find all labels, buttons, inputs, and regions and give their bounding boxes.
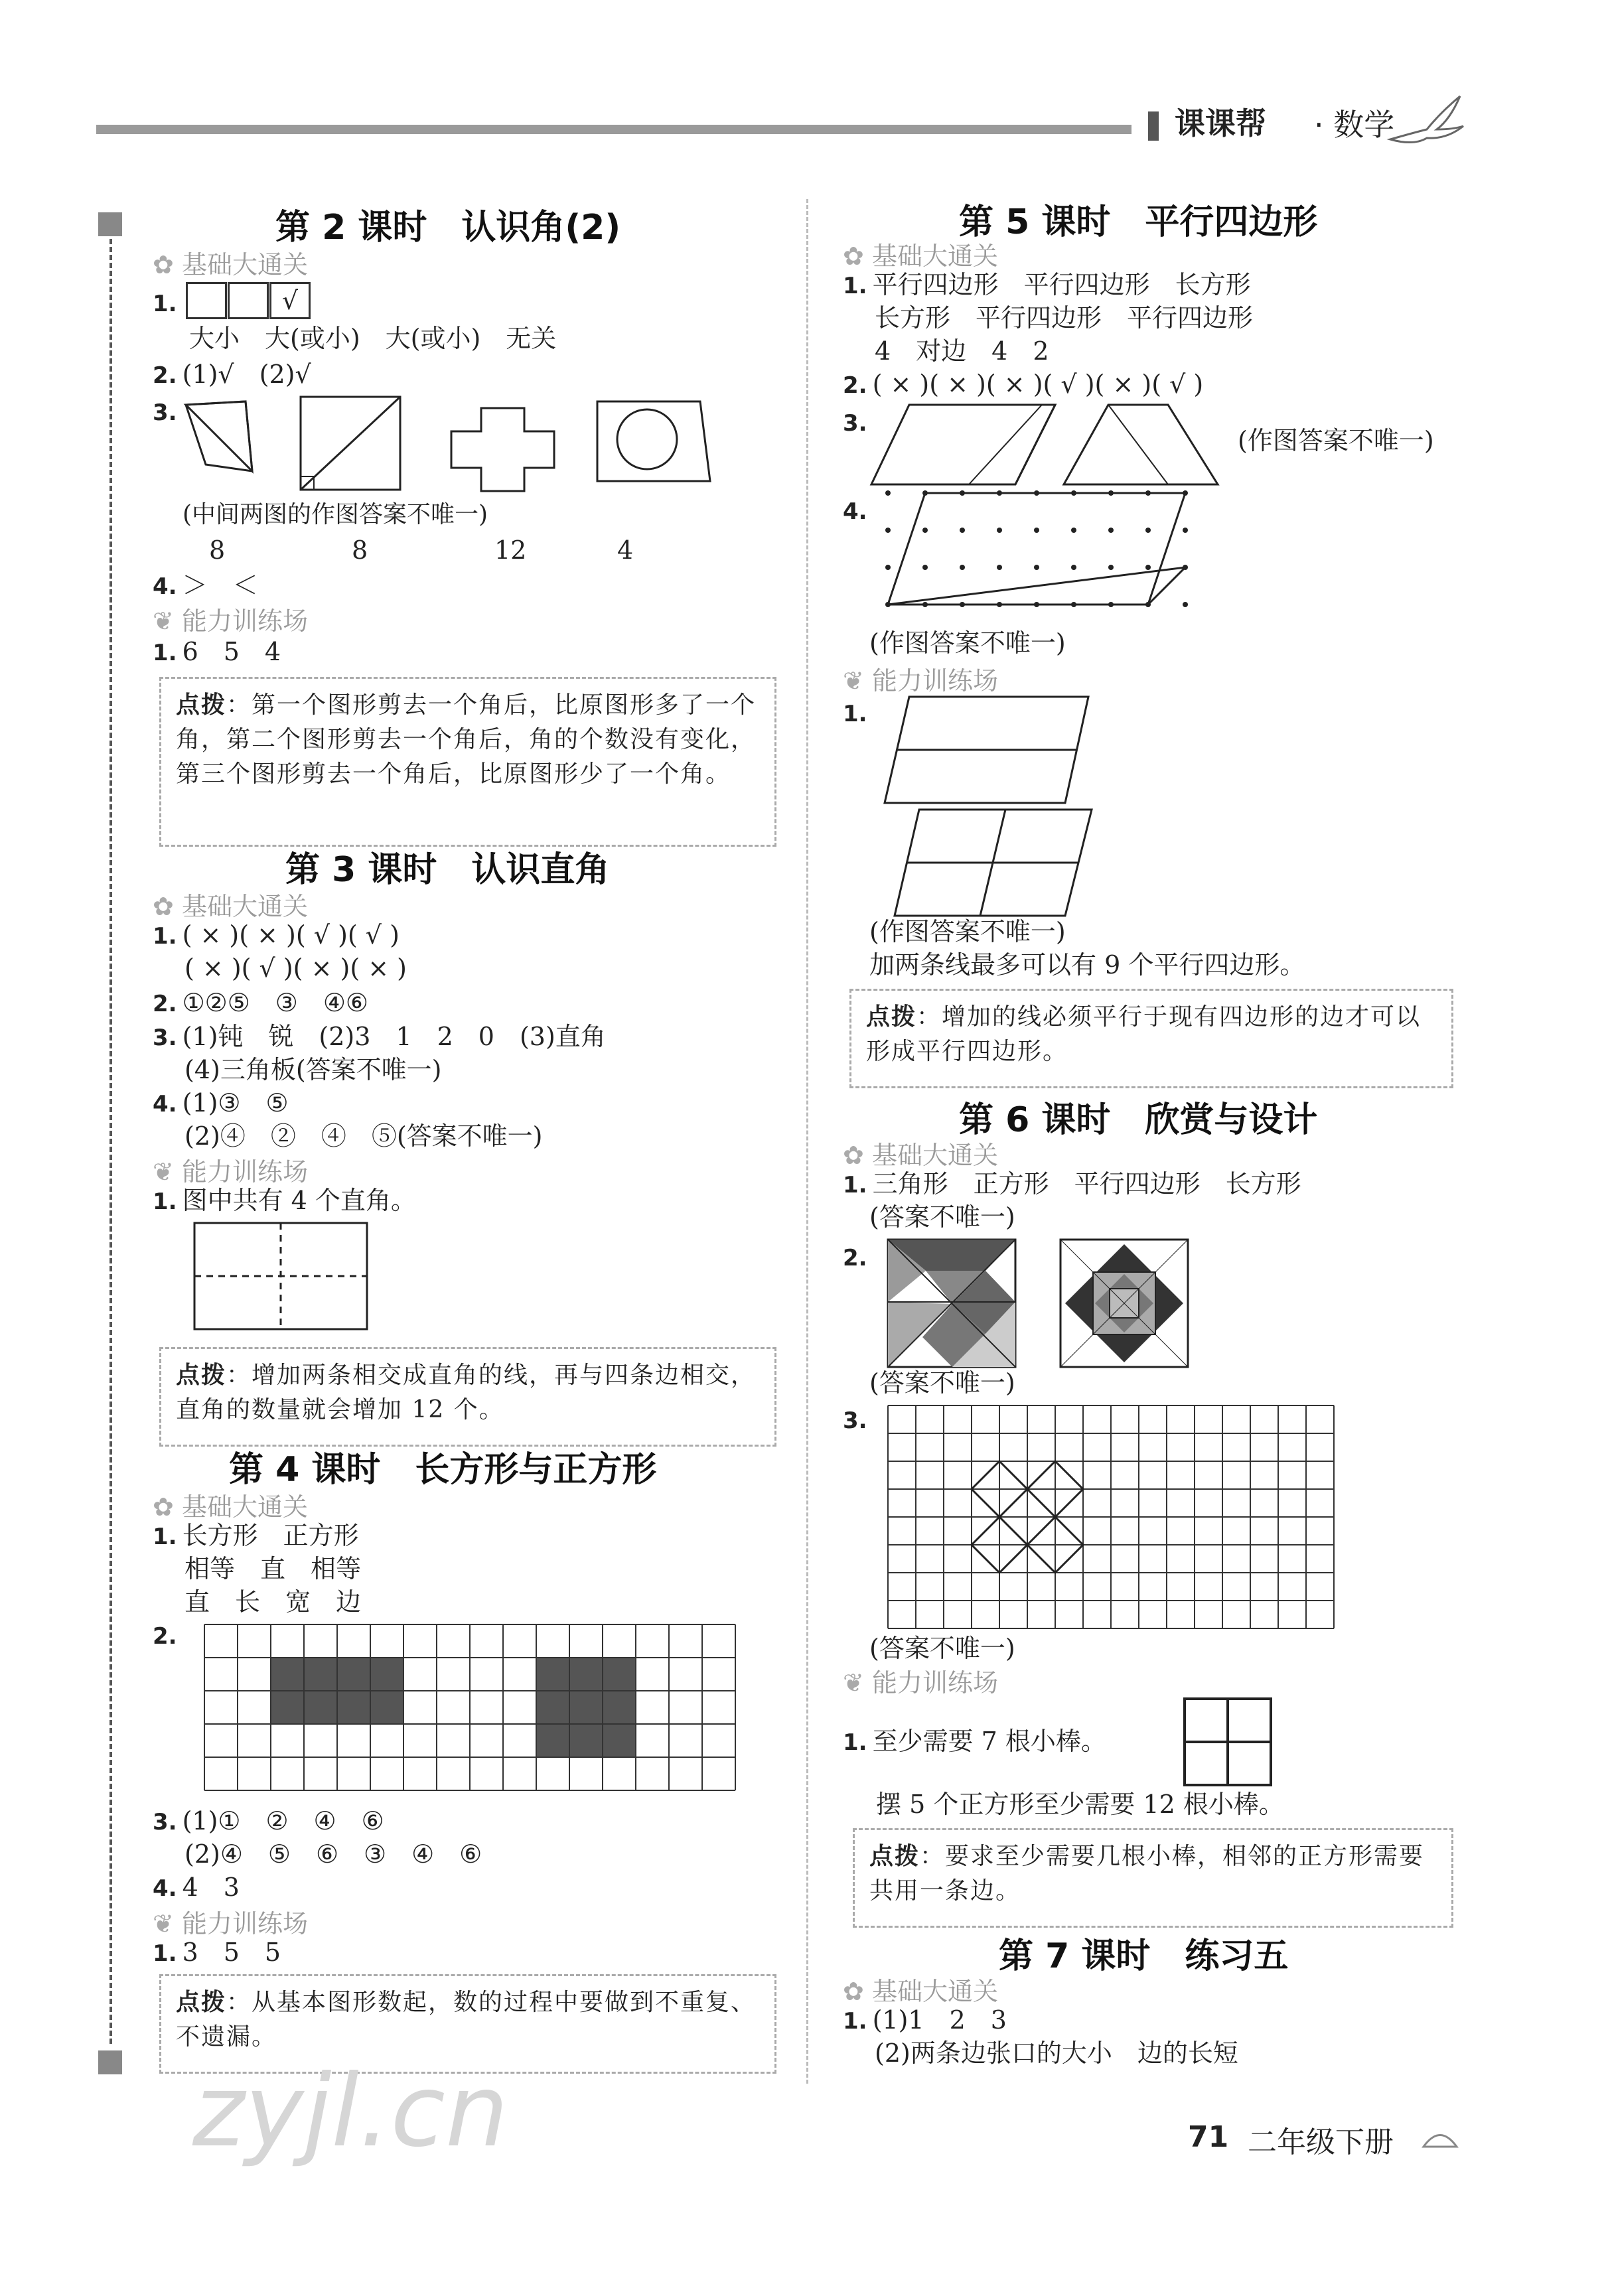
lesson-4-basic-heading: ✿ 基础大通关 [153, 1492, 309, 1522]
l3-q1b: ( × )( √ )( × )( × ) [184, 954, 407, 983]
grid-dot [1145, 528, 1151, 533]
l2-q1-box-2 [228, 282, 269, 319]
lesson-2-ability-heading: ❦ 能力训练场 [153, 607, 309, 636]
l3-q3a: 3. (1)钝 锐 (2)3 1 2 0 (3)直角 [153, 1022, 606, 1051]
margin-dashes [110, 239, 112, 2044]
l4-q1b: 相等 直 相等 [184, 1554, 362, 1583]
l6-tip: 点拨：要求至少需要几根小棒，相邻的正方形需要共用一条边。 [853, 1828, 1453, 1928]
lesson-6-title: 第 6 课时 欣赏与设计 [959, 1100, 1318, 1140]
flower-icon: ✿ [153, 250, 174, 279]
l5-q4-dot-grid [883, 488, 1228, 620]
l6-q3-number: 3. [843, 1407, 867, 1434]
l5-q4-note: (作图答案不唯一) [869, 628, 1066, 658]
bird-logo-icon [1387, 93, 1467, 153]
grid-dot [1183, 528, 1188, 533]
l4-q4: 4. 4 3 [153, 1873, 240, 1902]
l6-q1-note: (答案不唯一) [869, 1202, 1015, 1232]
column-divider [806, 199, 808, 2084]
lesson-2-title: 第 2 课时 认识角(2) [275, 208, 621, 248]
l5-q3-number: 3. [843, 410, 867, 437]
l5-q3-note: (作图答案不唯一) [1238, 426, 1434, 455]
flower-icon: ✿ [153, 892, 174, 921]
l5-q3-figure-1 [869, 401, 1062, 488]
header-rule [96, 125, 1132, 134]
l6-q3-note: (答案不唯一) [869, 1634, 1015, 1663]
l2-q3-answer-2: 8 [352, 536, 368, 565]
l2-q3-figure-3 [448, 405, 561, 498]
l3-a1-figure [192, 1221, 372, 1334]
drawn-parallelogram [888, 493, 1185, 605]
lesson-5-basic-heading: ✿ 基础大通关 [843, 242, 999, 271]
l6-a1a: 1. 至少需要 7 根小棒。 [843, 1727, 1106, 1756]
grid-dot [885, 528, 891, 533]
drawn-line [888, 567, 1185, 605]
lesson-4-ability-heading: ❦ 能力训练场 [153, 1909, 309, 1938]
l6-q1: 1. 三角形 正方形 平行四边形 长方形 [843, 1169, 1301, 1198]
l5-a1-line: 加两条线最多可以有 9 个平行四边形。 [869, 950, 1305, 979]
header-marker [1148, 111, 1159, 141]
l3-q3b: (4)三角板(答案不唯一) [184, 1055, 442, 1084]
l5-q1b: 长方形 平行四边形 平行四边形 [875, 303, 1254, 332]
grid-dot [1108, 565, 1114, 570]
l2-q1-number: 1. [153, 291, 177, 317]
grid-dot [997, 565, 1002, 570]
l2-tip: 点拨：第一个图形剪去一个角后，比原图形多了一个角，第二个图形剪去一个角后，角的个数没有变化，第三个图形剪去一个角后，比原图形少了一个角。 [159, 677, 776, 847]
l2-q3-note: (中间两图的作图答案不唯一) [183, 501, 488, 528]
margin-square-top [98, 212, 122, 236]
l5-q1a: 1. 平行四边形 平行四边形 长方形 [843, 270, 1251, 299]
l5-q4-number: 4. [843, 498, 867, 525]
l4-a1: 1. 3 5 5 [153, 1938, 281, 1967]
grid-dot [1145, 565, 1151, 570]
l6-a1-sticks-figure [1181, 1695, 1274, 1788]
lesson-3-ability-heading: ❦ 能力训练场 [153, 1157, 309, 1186]
l2-q3-answer-4: 4 [617, 536, 634, 565]
l3-q1a: 1. ( × )( × )( √ )( √ ) [153, 920, 400, 950]
l2-q1-line: 大小 大(或小) 大(或小) 无关 [189, 324, 557, 353]
l5-a1-figure-2 [893, 806, 1098, 919]
lesson-5-title: 第 5 课时 平行四边形 [959, 202, 1318, 242]
l5-tip: 点拨：增加的线必须平行于现有四边形的边才可以形成平行四边形。 [849, 989, 1453, 1088]
l5-a1-note: (作图答案不唯一) [869, 917, 1066, 946]
l6-q2-figure-1 [886, 1238, 1019, 1370]
flower-icon: ✿ [843, 1977, 864, 2006]
l2-q3-number: 3. [153, 399, 177, 426]
grid-dot [960, 565, 965, 570]
margin-square-bottom [98, 2050, 122, 2074]
l6-q2-figure-2 [1058, 1238, 1191, 1370]
l2-q4: 4. ＞ ＜ [153, 571, 258, 600]
shaded-square [536, 1658, 636, 1757]
l2-q3-figure-1 [179, 398, 259, 478]
l6-q3-grid [886, 1403, 1344, 1636]
lesson-7-title: 第 7 课时 练习五 [999, 1936, 1289, 1976]
l4-q3a: 3. (1)① ② ④ ⑥ [153, 1806, 384, 1835]
shell-footer-icon [1420, 2120, 1460, 2153]
l5-q1c: 4 对边 4 2 [875, 336, 1049, 366]
grid-dot [1108, 528, 1114, 533]
l2-q1-box-1 [186, 282, 227, 319]
lesson-2-basic-heading: ✿ 基础大通关 [153, 250, 309, 279]
header-subject: · 数学 [1314, 107, 1395, 143]
l7-q1a: 1. (1)1 2 3 [843, 2005, 1007, 2035]
lesson-3-basic-heading: ✿ 基础大通关 [153, 892, 309, 921]
shell-icon: ❦ [843, 666, 864, 695]
grid-dot [885, 565, 891, 570]
grid-dot [1071, 565, 1076, 570]
grid-dot [1034, 565, 1039, 570]
header-title: 课课帮 [1175, 106, 1266, 141]
flower-icon: ✿ [153, 1492, 174, 1522]
l3-q4b: (2)④ ② ④ ⑤(答案不唯一) [184, 1121, 543, 1151]
grid-dot [1183, 602, 1188, 607]
l4-q1a: 1. 长方形 正方形 [153, 1521, 359, 1550]
l3-q2: 2. ①②⑤ ③ ④⑥ [153, 988, 368, 1017]
flower-icon: ✿ [843, 1141, 864, 1170]
l6-q2-note: (答案不唯一) [869, 1368, 1015, 1398]
l2-a1: 1. 6 5 4 [153, 637, 281, 666]
l3-q4a: 4. (1)③ ⑤ [153, 1088, 289, 1117]
lesson-3-title: 第 3 课时 认识直角 [285, 850, 610, 890]
l4-q1c: 直 长 宽 边 [184, 1587, 362, 1616]
grid-dot [997, 528, 1002, 533]
shell-icon: ❦ [153, 1909, 174, 1938]
page-number: 71 [1188, 2120, 1229, 2154]
l2-q2: 2. (1)√ (2)√ [153, 360, 311, 389]
watermark: zyjl.cn [192, 2054, 509, 2169]
l7-q1b: (2)两条边张口的大小 边的长短 [875, 2039, 1238, 2068]
l4-q3b: (2)④ ⑤ ⑥ ③ ④ ⑥ [184, 1839, 482, 1869]
l2-q3-figure-2 [299, 395, 405, 494]
l2-q3-answer-3: 12 [494, 536, 527, 565]
grid-dot [885, 490, 891, 496]
l5-a1-number: 1. [843, 701, 867, 727]
l4-q2-number: 2. [153, 1623, 177, 1650]
l6-a1b: 摆 5 个正方形至少需要 12 根小棒。 [876, 1790, 1284, 1819]
l4-tip: 点拨：从基本图形数起，数的过程中要做到不重复、不遗漏。 [159, 1974, 776, 2074]
l5-q2: 2. ( × )( × )( × )( √ )( × )( √ ) [843, 370, 1204, 399]
l2-q1-box-3: √ [269, 282, 311, 319]
l2-q3-answer-1: 8 [209, 536, 226, 565]
grid-dot [1071, 528, 1076, 533]
l3-tip: 点拨：增加两条相交成直角的线，再与四条边相交，直角的数量就会增加 12 个。 [159, 1347, 776, 1447]
l5-q3-figure-2 [1062, 401, 1221, 488]
shell-icon: ❦ [843, 1668, 864, 1697]
l5-a1-figure-1 [883, 693, 1095, 806]
lesson-5-ability-heading: ❦ 能力训练场 [843, 666, 999, 695]
shell-icon: ❦ [153, 1157, 174, 1186]
l6-q2-number: 2. [843, 1245, 867, 1271]
l2-q3-figure-4 [594, 398, 713, 484]
grid-dot [960, 528, 965, 533]
flower-icon: ✿ [843, 242, 864, 271]
lesson-7-basic-heading: ✿ 基础大通关 [843, 1977, 999, 2006]
lesson-4-title: 第 4 课时 长方形与正方形 [229, 1450, 657, 1490]
grid-dot [922, 528, 928, 533]
l3-a1: 1. 图中共有 4 个直角。 [153, 1186, 416, 1215]
lesson-6-basic-heading: ✿ 基础大通关 [843, 1141, 999, 1170]
grade-label: 二年级下册 [1248, 2125, 1394, 2159]
grid-dot [922, 565, 928, 570]
shell-icon: ❦ [153, 607, 174, 636]
lesson-6-ability-heading: ❦ 能力训练场 [843, 1668, 999, 1697]
l4-q2-grid [202, 1622, 747, 1795]
grid-dot [1034, 528, 1039, 533]
